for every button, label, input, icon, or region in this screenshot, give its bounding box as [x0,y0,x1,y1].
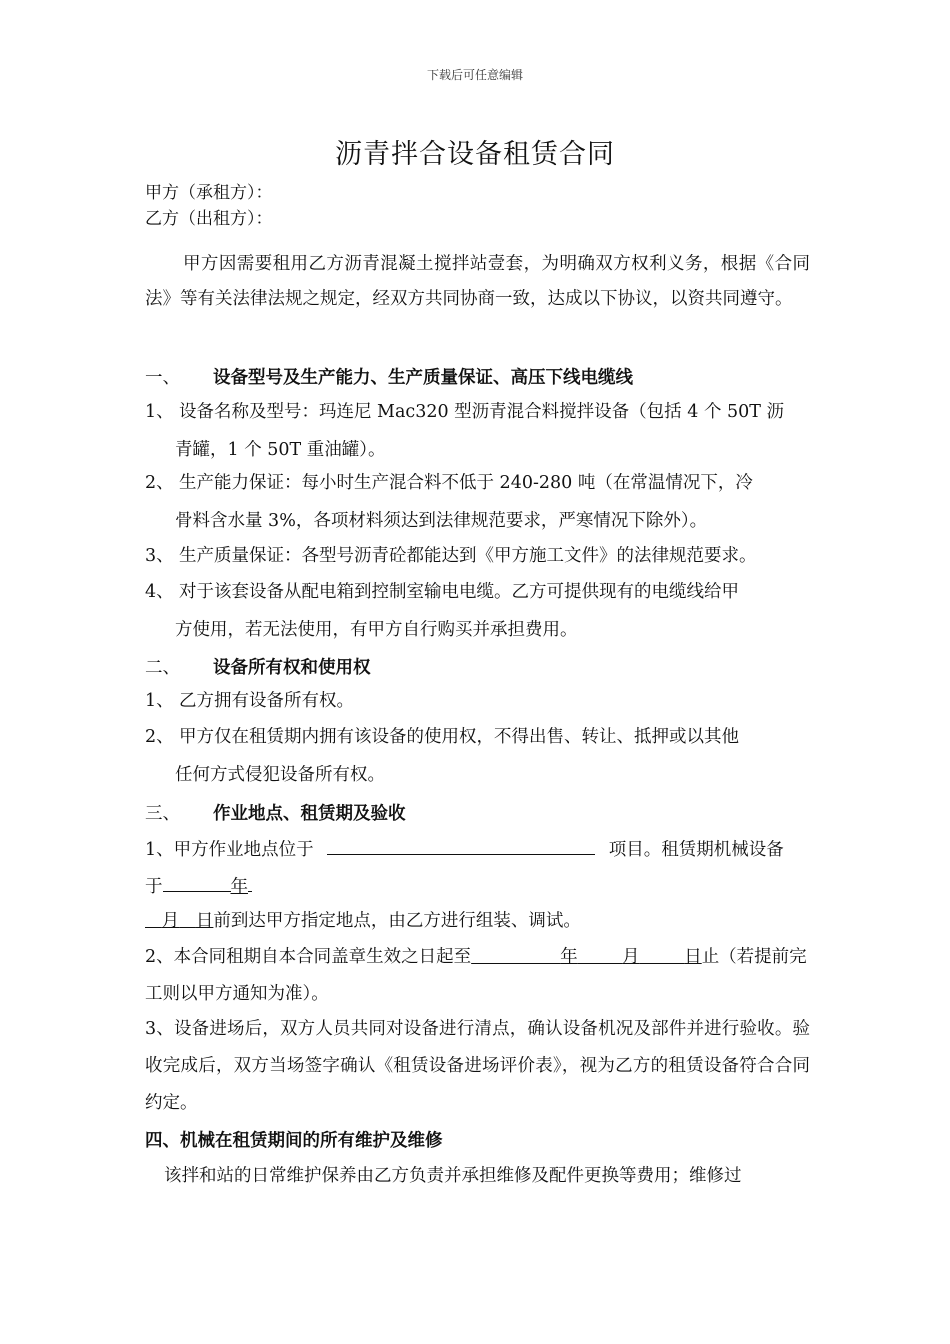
sec3-line-1 [145,834,784,861]
section-2-heading [145,654,371,679]
sec3-paragraph-3: 3、设备进场后，双方人员共同对设备进行清点，确认设备机况及部件并进行验收。验收完成后，双方当场签字确认《租赁设备进场评价表》，视为乙方的租赁设备符合合同约定。 [145,1019,810,1113]
section-4-heading: 四、机械在租赁期间的所有维护及维修 [145,1131,443,1151]
section-title: 作业地点、租赁期及验收 [213,804,406,824]
list-item [145,718,810,794]
item-text: 生产能力保证：每小时生产混合料不低于 240-280 吨（在常温情况下，冷 [179,473,753,493]
text: 止（若提前完 [701,947,807,967]
section-number: 三、 [145,804,180,824]
list-item [145,682,810,720]
item-text-cont: 任何方式侵犯设备所有权。 [175,765,385,785]
section-number: 一、 [145,368,180,388]
item-index: 4、 [145,582,174,602]
text: 项目。租赁期机械设备 [608,840,784,860]
year-blank-field[interactable] [471,947,560,967]
list-item [145,464,810,540]
month-blank-field[interactable] [578,947,623,967]
sec4-paragraph-1: 该拌和站的日常维护保养由乙方负责并承担维修及配件更换等费用；维修过 [164,1166,742,1186]
section-number: 二、 [145,658,180,678]
section-1-heading [145,364,633,389]
day-blank-field[interactable] [640,947,685,967]
year-blank-field[interactable] [163,871,231,892]
list-item [145,573,810,649]
party-a-label: 甲方（承租方）： [145,183,273,203]
item-index: 3、 [145,546,174,566]
text: 日 [684,947,702,967]
text: 2、本合同租期自本合同盖章生效之日起至 [145,947,472,967]
month-blank-field[interactable] [145,911,162,931]
text: 于 [145,877,163,897]
text: 月 [161,911,180,931]
text: 前到达甲方指定地点，由乙方进行组装、调试。 [213,911,581,931]
item-text-cont: 骨料含水量 3%，各项材料须达到法律规范要求，严寒情况下除外）。 [175,511,708,531]
section-3-heading [145,800,406,825]
item-text-cont: 方使用，若无法使用，有甲方自行购买并承担费用。 [175,620,578,640]
item-index: 1、 [145,691,174,711]
item-text: 乙方拥有设备所有权。 [179,691,354,711]
text: 日 [195,911,214,931]
item-text: 对于该套设备从配电箱到控制室输电电缆。乙方可提供现有的电缆线给甲 [179,582,739,602]
text: 1、甲方作业地点位于 [145,840,314,860]
sec3-line-4 [145,943,807,968]
sec3-line-2 [145,871,252,898]
text: 月 [622,947,640,967]
item-index: 1、 [145,402,174,422]
list-item [145,393,810,469]
item-index: 2、 [145,727,174,747]
sec3-line-3 [145,907,581,932]
item-text: 生产质量保证：各型号沥青砼都能达到《甲方施工文件》的法律规范要求。 [179,546,757,566]
item-text: 甲方仅在租赁期内拥有该设备的使用权，不得出售、转让、抵押或以其他 [179,727,739,747]
list-item [145,537,810,575]
section-title: 设备所有权和使用权 [213,658,371,678]
text: 年 [560,947,578,967]
intro-paragraph: 甲方因需要租用乙方沥青混凝土搅拌站壹套，为明确双方权利义务，根据《合同法》等有关法律法规之规定，经双方共同协商一致，达成以下协议，以资共同遵守。 [145,254,810,309]
day-blank-field[interactable] [179,911,196,931]
document-title: 沥青拌合设备租赁合同 [335,139,615,170]
item-text: 设备名称及型号：玛连尼 Mac320 型沥青混合料搅拌设备（包括 4 个 50T 沥 [179,402,785,422]
blank-tail [248,871,252,892]
location-blank-field[interactable] [327,834,595,855]
header-note: 下载后可任意编辑 [426,68,523,82]
item-index: 2、 [145,473,174,493]
sec3-line-5: 工则以甲方通知为准）。 [145,984,329,1004]
party-b-label: 乙方（出租方）： [145,209,273,229]
section-title: 设备型号及生产能力、生产质量保证、高压下线电缆线 [213,368,633,388]
text: 年 [230,877,248,897]
item-text-cont: 青罐，1 个 50T 重油罐）。 [175,440,386,460]
